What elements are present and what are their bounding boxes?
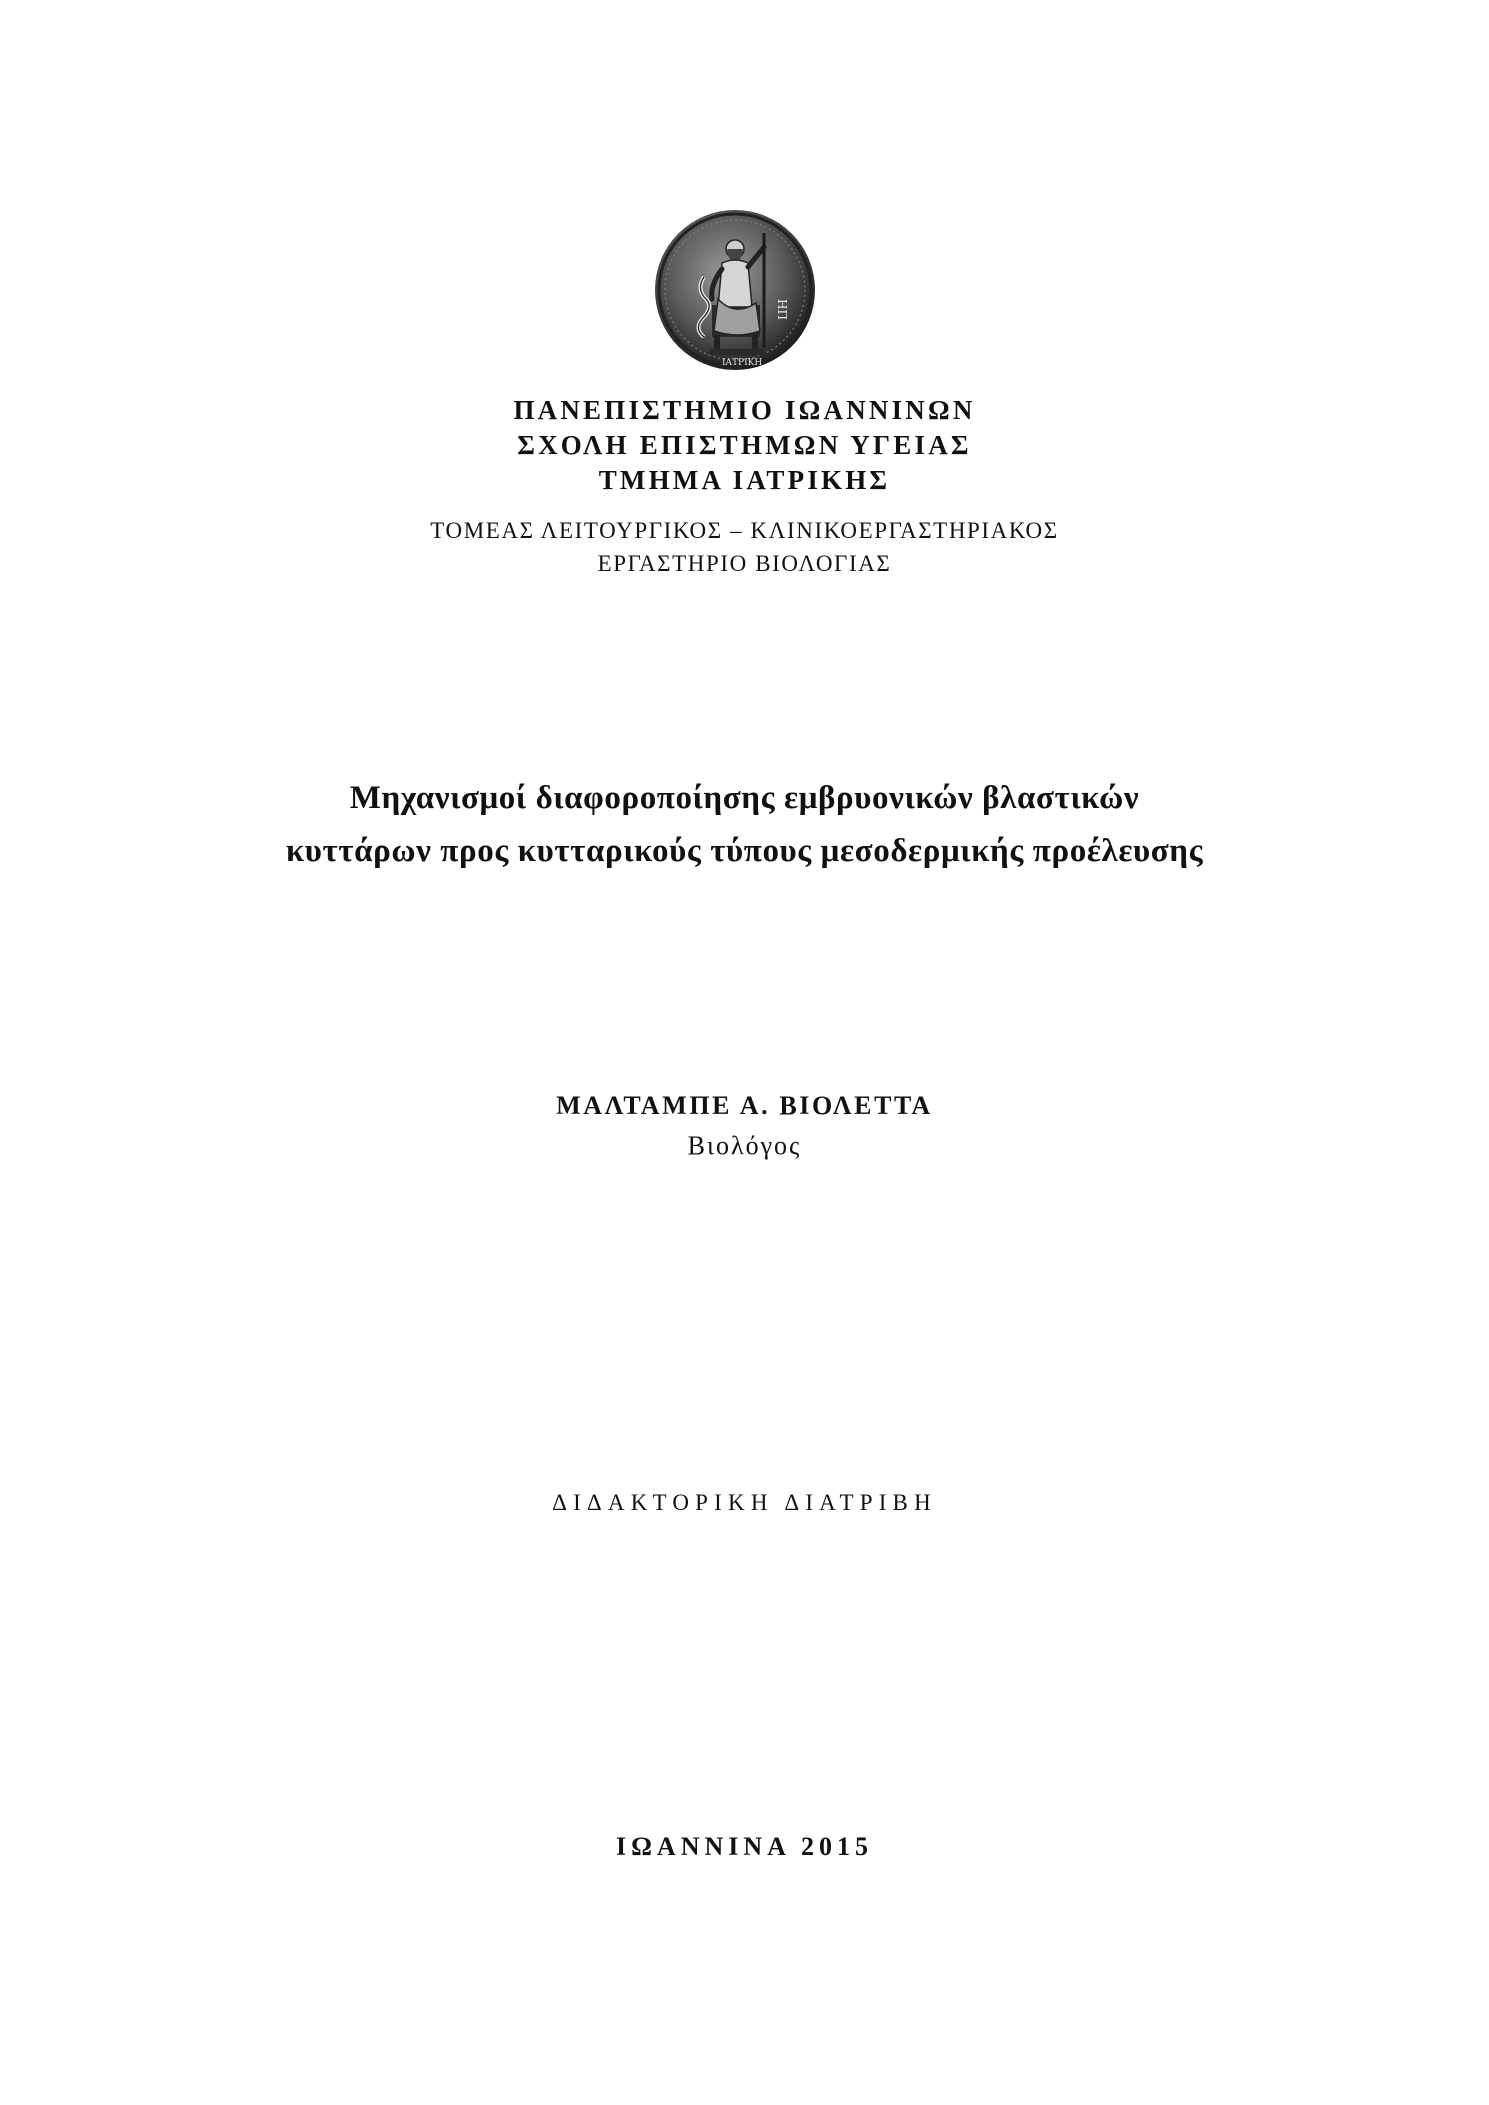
institution-block (0, 393, 1489, 498)
university-coin-seal-icon (652, 207, 818, 373)
thesis-title-line-2: κυττάρων προς κυτταρικούς τύπους μεσοδερμικής προέλευσης (285, 833, 1204, 869)
svg-text:ΗΠ: ΗΠ (775, 299, 789, 320)
author-role: Βιολόγος (687, 1131, 802, 1160)
school-name: ΣΧΟΛΗ ΕΠΙΣΤΗΜΩΝ ΥΓΕΙΑΣ (517, 430, 972, 460)
document-type-block (0, 1490, 1489, 1516)
thesis-title (0, 772, 1489, 878)
university-name: ΠΑΝΕΠΙΣΤΗΜΙΟ ΙΩΑΝΝΙΝΩΝ (513, 395, 976, 425)
document-type: ΔΙΔΑΚΤΟΡΙΚΗ ΔΙΑΤΡΙΒΗ (552, 1490, 937, 1515)
footer-block (0, 1832, 1489, 1862)
thesis-title-line-1: Μηχανισμοί διαφοροποίησης εμβρυονικών βλαστικών (349, 780, 1140, 816)
sector-name: ΤΟΜΕΑΣ ΛΕΙΤΟΥΡΓΙΚΟΣ – ΚΛΙΝΙΚΟΕΡΓΑΣΤΗΡΙΑΚΟΣ (430, 518, 1059, 543)
author-name: ΜΑΛΤΑΜΠΕ Α. ΒΙΟΛΕΤΤΑ (556, 1091, 933, 1120)
author-block (0, 1086, 1489, 1166)
sector-block (0, 514, 1489, 580)
department-name: ΤΜΗΜΑ ΙΑΤΡΙΚΗΣ (598, 465, 891, 495)
place-year: ΙΩΑΝΝΙΝΑ 2015 (615, 1832, 873, 1861)
svg-text:ΙΑΤΡΙΚΗ: ΙΑΤΡΙΚΗ (722, 358, 763, 368)
laboratory-name: ΕΡΓΑΣΤΗΡΙΟ ΒΙΟΛΟΓΙΑΣ (597, 551, 892, 576)
